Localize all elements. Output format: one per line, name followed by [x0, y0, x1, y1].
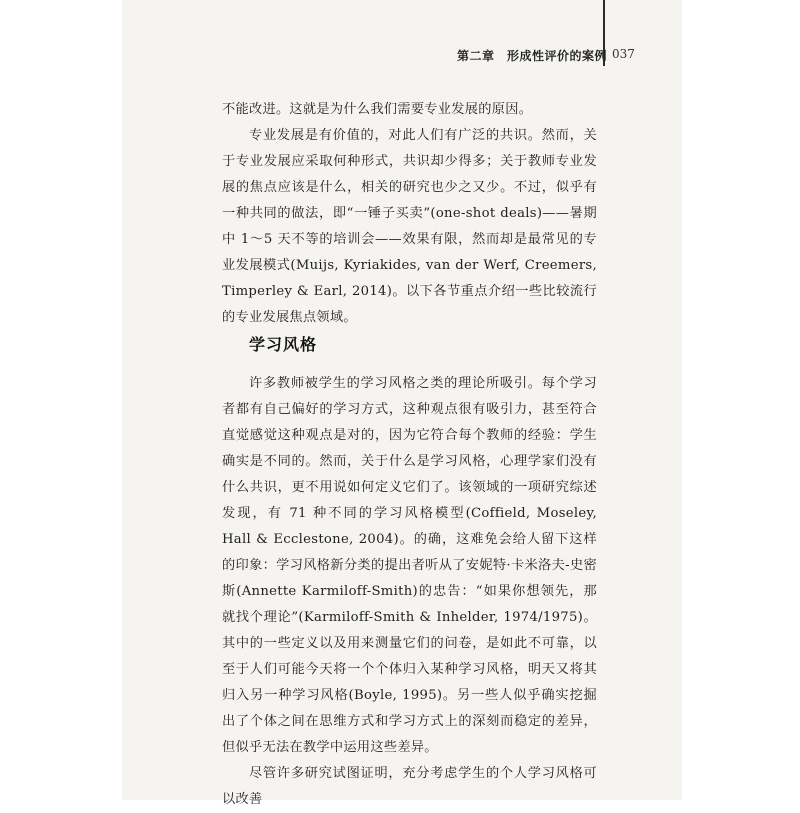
section-heading: 学习风格 [249, 335, 318, 354]
body-text-top [222, 97, 597, 331]
paragraph: 专业发展是有价值的，对此人们有广泛的共识。然而，关于专业发展应采取何种形式，共识却少得多；关于教师专业发展的焦点应该是什么，相关的研究也少之又少。不过，似乎有一种共同的做法，即“一锤子买卖”(one-shot deals)——暑期中 1～5 天不等的培训会——效果有限，然而却是最常见的专业发展模式(Muijs, Kyriakides, van der Werf, Creemers, Timperley & Earl, 2014)。以下各节重点介绍一些比较流行的专业发展焦点领域。 [222, 128, 597, 325]
book-page [122, 0, 682, 807]
paragraph: 尽管许多研究试图证明，充分考虑学生的个人学习风格可以改善 [222, 766, 597, 807]
running-header: 第二章 形成性评价的案例 [457, 49, 608, 63]
paragraph: 许多教师被学生的学习风格之类的理论所吸引。每个学习者都有自己偏好的学习方式，这种观点很有吸引力，甚至符合直觉感觉这种观点是对的，因为它符合每个教师的经验：学生确实是不同的。然而，关于什么是学习风格，心理学家们没有什么共识，更不用说如何定义它们了。该领域的一项研究综述发现，有 71 种不同的学习风格模型(Coffield, Moseley, Hall & Ecclestone, 2004)。的确，这难免会给人留下这样的印象：学习风格新分类的提出者听从了安妮特·卡米洛夫-史密斯(Annette Karmiloff-Smith)的忠告：“如果你想领先，那就找个理论”(Karmiloff-Smith & Inhelder, 1974/1975)。其中的一些定义以及用来测量它们的问卷，是如此不可靠，以至于人们可能今天将一个个体归入某种学习风格，明天又将其归入另一种学习风格(Boyle, 1995)。另一些人似乎确实挖掘出了个体之间在思维方式和学习方式上的深刻而稳定的差异，但似乎无法在教学中运用这些差异。 [222, 376, 597, 755]
paragraph: 不能改进。这就是为什么我们需要专业发展的原因。 [222, 102, 533, 117]
body-text-section [222, 371, 597, 813]
page-number: 037 [612, 47, 635, 61]
